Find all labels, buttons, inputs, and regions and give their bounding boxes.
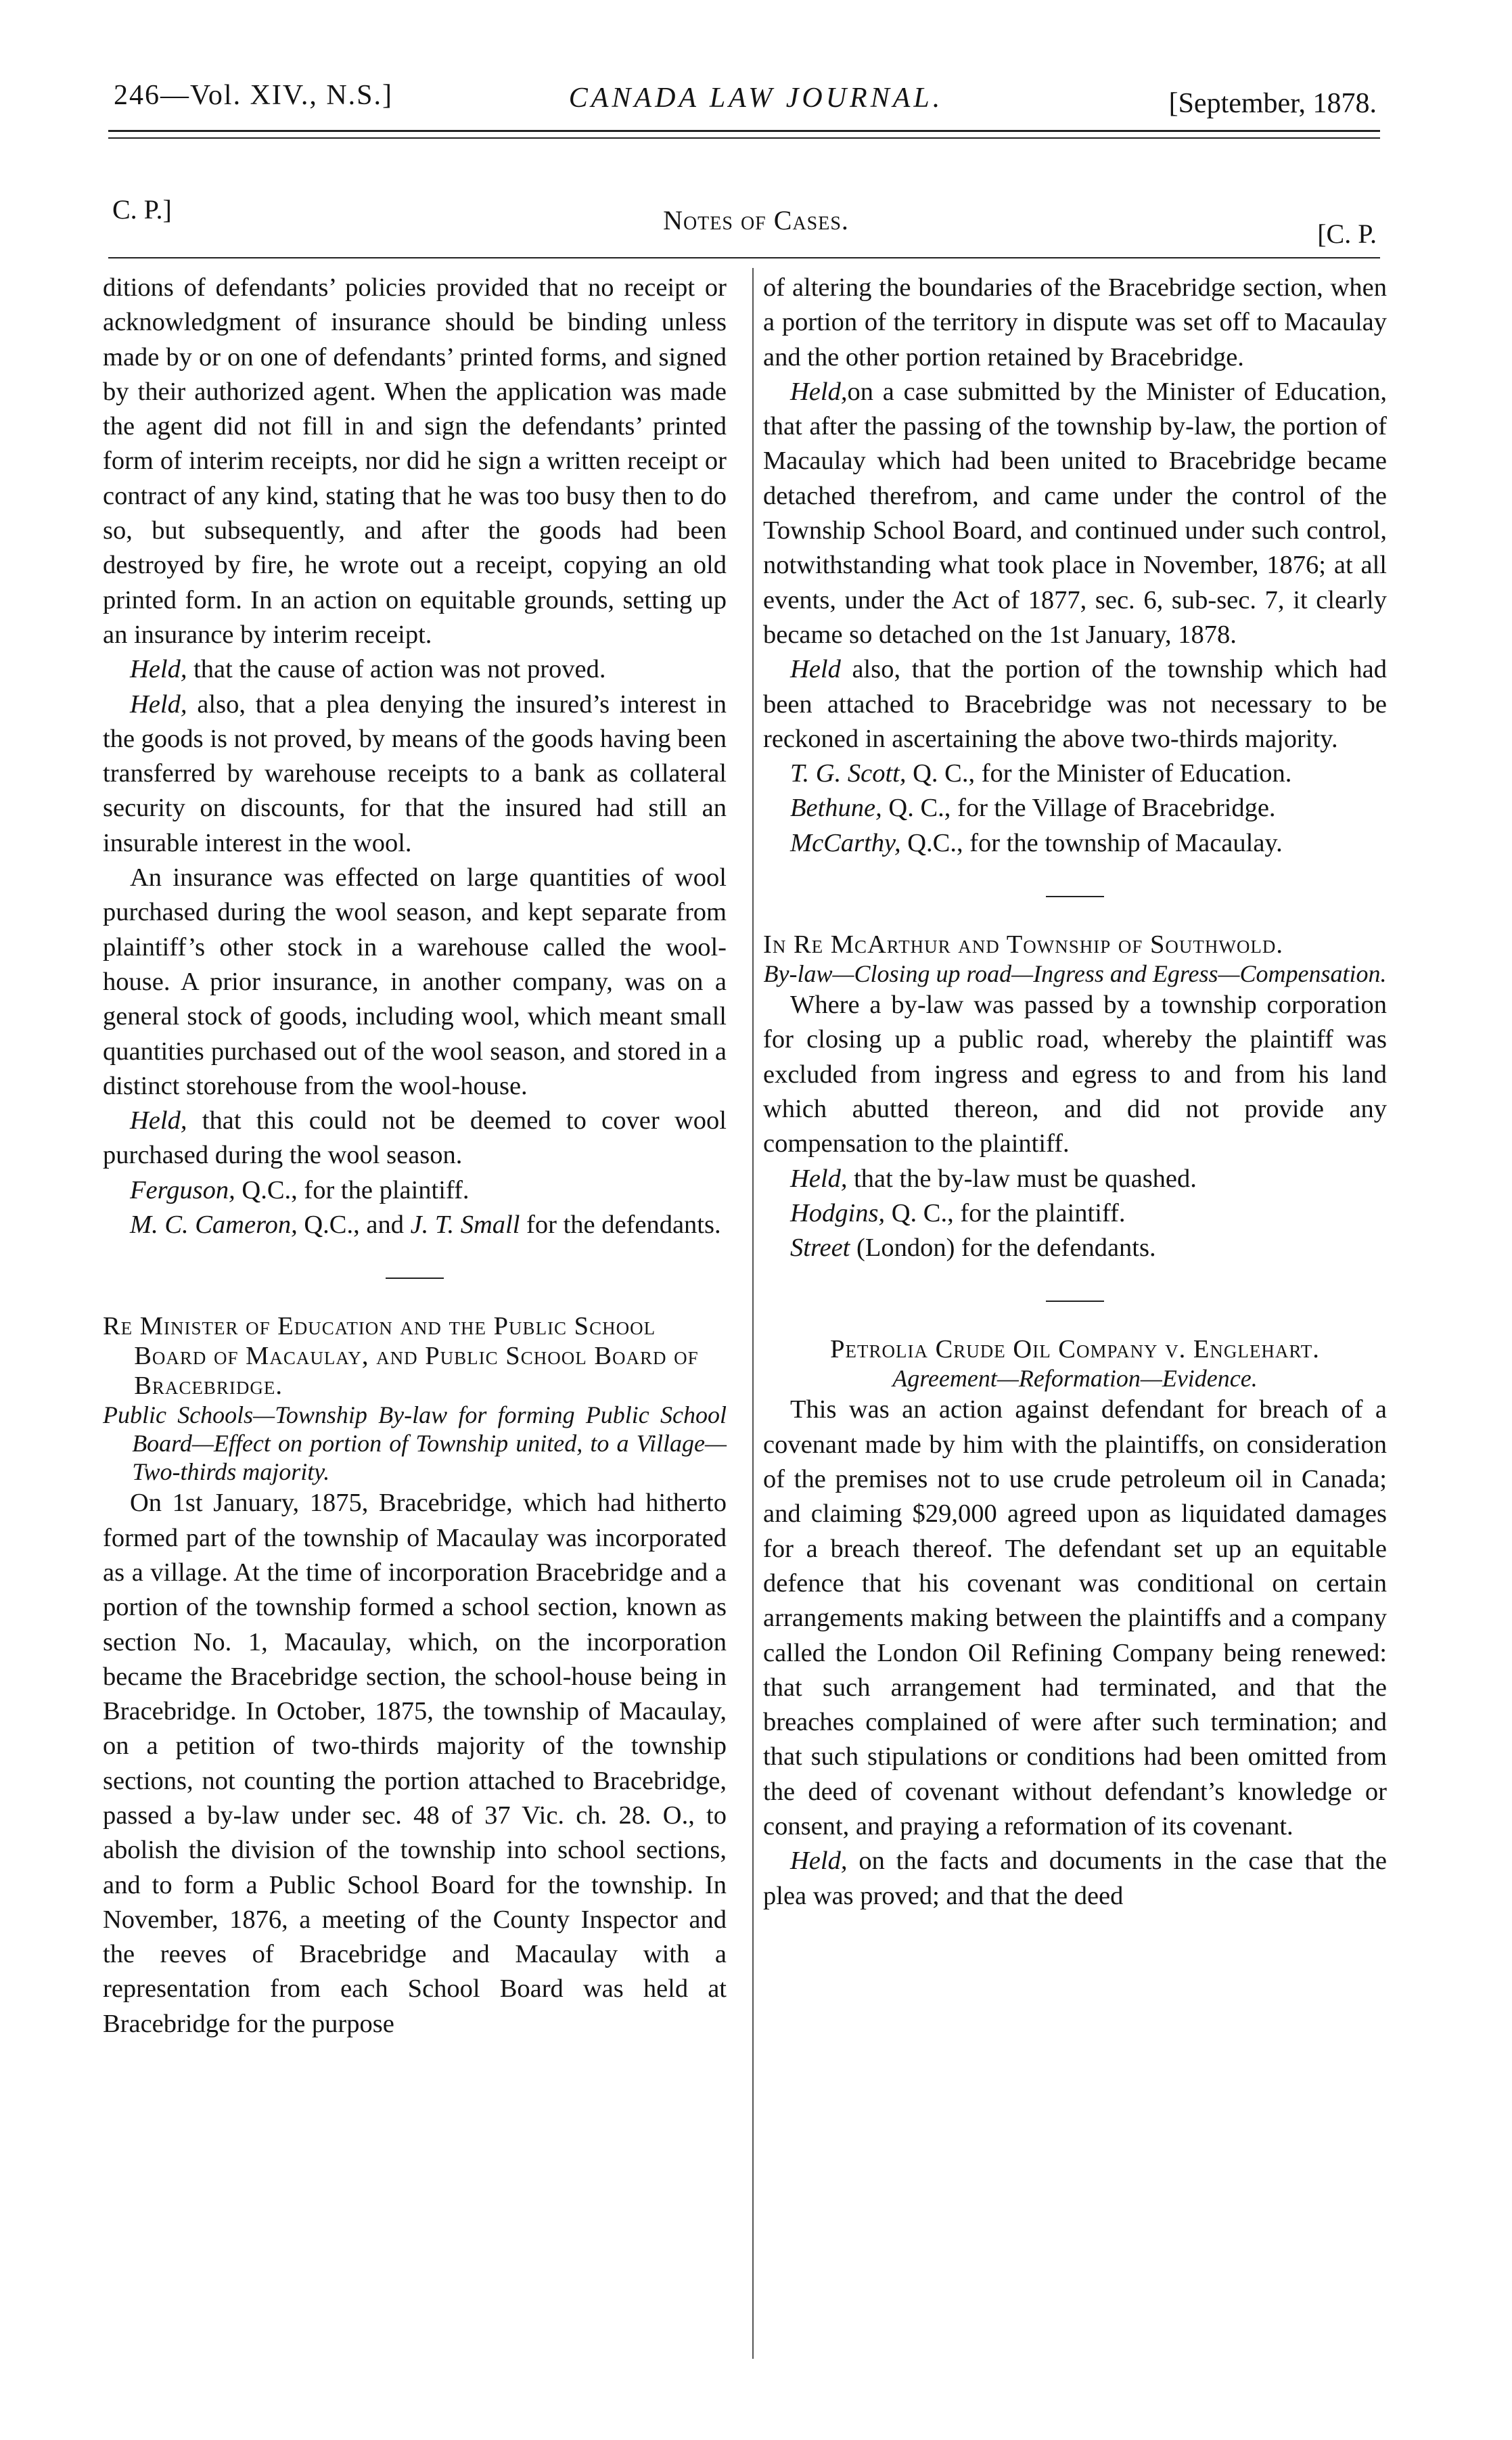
counsel-text: Q. C., for the plaintiff. [885,1198,1126,1227]
case-separator [1046,1301,1104,1302]
counsel-line [103,1208,727,1242]
held-label: Held, [790,1164,848,1193]
counsel-text: (London) for the defendants. [850,1234,1156,1263]
held-label: Held, [790,377,848,406]
counsel-name: Bethune, [790,794,882,823]
counsel-line [103,1173,727,1208]
paragraph: On 1st January, 1875, Bracebridge, which had hitherto formed part of the township of Macaulay was incorporated as a village. At the time of incorporation Bracebridge and a portion of the township formed a school section, known as section No. 1, Macaulay, which, on the incorporation became the Bracebridge section, the school-house being in Bracebridge. In October, 1875, the township of Macaulay, on a petition of two-thirds majority of the township sections, not counting the portion attached to Bracebridge, passed a by-law under sec. 48 of 37 Vic. ch. 28. O., to abolish the division of the township into school sections, and to form a Public School Board for the township. In November, 1876, a meeting of the County Inspector and the reeves of Bracebridge and Macaulay with a representation from each School Board was held at Bracebridge for the purpose [103,1489,727,2038]
held-text: on a case submitted by the Minister of Education, that after the passing of the township by-law, the portion of Macaulay which had been united to Bracebridge became detached therefrom, and came under the control of the Township School Board, and continued under such control, notwithstanding what took place in November, 1876; at all events, under the Act of 1877, sec. 6, sub-sec. 7, it clearly became so detached on the 1st January, 1878. [763,377,1387,649]
court-label-right: [C. P. [1317,219,1377,249]
held-label: Held [790,655,841,684]
counsel-name: McCarthy, [790,828,901,857]
counsel-line [763,1231,1387,1265]
held-text: that the cause of action was not proved. [187,655,606,684]
column-divider [752,268,754,2359]
held-text: that this could not be deemed to cover wool purchased during the wool season. [103,1106,727,1170]
case-title: Petrolia Crude Oil Company v. Englehart. [830,1335,1320,1364]
counsel-line [763,756,1387,791]
counsel-text: for the defendants. [520,1211,721,1240]
counsel-line [763,791,1387,826]
counsel-text: Q.C., for the plaintiff. [235,1175,469,1204]
held-paragraph [763,375,1387,652]
held-label: Held, [790,1847,848,1876]
section-rule [108,257,1380,258]
case-headnote: Public Schools—Township By-law for forming Public School Board—Effect on portion of Township united, to a Village—Two-thirds majority. [103,1401,727,1486]
held-paragraph [763,1162,1387,1196]
counsel-text: Q.C., for the township of Macaulay. [900,828,1283,857]
header-rule-top [108,130,1380,132]
held-paragraph [103,1104,727,1173]
case-title: In Re McArthur and Township of Southwold. [763,930,1284,959]
paragraph: An insurance was effected on large quantities of wool purchased during the wool season, and kept separate from plaintiff’s other stock in a warehouse called the wool-house. A prior insurance, in another company, was on a general stock of goods, including wool, which meant small quantities purchased out of the wool season, and stored in a distinct storehouse from the wool-house. [103,863,727,1100]
case-headnote: Agreement—Reformation—Evidence. [892,1365,1258,1393]
held-paragraph [763,1844,1387,1914]
held-label: Held, [130,655,187,684]
counsel-name: Street [790,1234,850,1263]
case-separator [1046,896,1104,897]
held-label: Held, [130,690,187,719]
held-label: Held, [130,1106,187,1135]
running-head-journal-title: CANADA LAW JOURNAL. [568,83,944,114]
held-paragraph [103,652,727,687]
counsel-name: T. G. Scott, [790,759,907,788]
counsel-line [763,1196,1387,1231]
case-headnote: By-law—Closing up road—Ingress and Egress—Compensation. [763,960,1387,988]
court-label-left: C. P.] [112,194,172,225]
held-text: also, that the portion of the township which had been attached to Bracebridge was not necessary to be reckoned in ascertaining the above two-thirds majority. [763,655,1387,753]
paragraph: Where a by-law was passed by a township corporation for closing up a public road, whereby the plaintiff was excluded from ingress and egress to and from his land which abutted thereon, and did not provide any compensation to the plaintiff. [763,991,1387,1158]
held-text: that the by-law must be quashed. [847,1164,1197,1193]
held-text: on the facts and documents in the case that the plea was proved; and that the deed [763,1847,1387,1910]
paragraph: of altering the boundaries of the Bracebridge section, when a portion of the territory in dispute was set off to Macaulay and the other portion retained by Bracebridge. [763,273,1387,371]
header-rule-bottom [108,137,1380,139]
counsel-name: J. T. Small [410,1211,520,1240]
case-title: Re Minister of Education and the Public School Board of Macaulay, and Public School Board of Bracebridge. [103,1312,699,1401]
counsel-name: M. C. Cameron, [130,1211,298,1240]
right-column [763,271,1387,1914]
held-text: also, that a plea denying the insured’s interest in the goods is not proved, by means of the goods having been transferred by warehouse receipts to a bank as collateral security on discounts, for that the insured had still an insurable interest in the wool. [103,690,727,857]
counsel-text: Q. C., for the Minister of Education. [906,759,1292,788]
case-separator [386,1278,444,1279]
counsel-text: Q.C., and [297,1211,411,1240]
counsel-text: Q. C., for the Village of Bracebridge. [881,794,1276,823]
counsel-name: Hodgins, [790,1198,886,1227]
held-paragraph [103,687,727,861]
paragraph: This was an action against defendant for breach of a covenant made by him with the plaintiffs, on consideration of the premises not to use crude petroleum oil in Canada; and claiming $29,000 agreed upon as liquidated damages for a breach thereof. The defendant set up an equitable defence that his covenant was conditional on certain arrangements making between the plaintiffs and a company called the London Oil Refining Company being renewed: that such arrangement had terminated, and that the breaches complained of were after such termination; and that such stipulations or conditions had been omitted from the deed of covenant without defendant’s knowledge or consent, and praying a reformation of its covenant. [763,1395,1387,1840]
counsel-line [763,826,1387,861]
running-head-volume: 246—Vol. XIV., N.S.] [114,80,393,111]
section-title: Notes of Cases. [663,205,849,235]
paragraph: ditions of defendants’ policies provided that no receipt or acknowledgment of insurance should be binding unless made by or on one of defendants’ printed forms, and signed by their authorized agent. When the application was made the agent did not fill in and sign the defendants’ printed form of interim receipts, nor did he sign a written receipt or contract of any kind, stating that he was too busy then to do so, but subsequently, and after the goods had been destroyed by fire, he wrote out a receipt, copying an old printed form. In an action on equitable grounds, setting up an insurance by interim receipt. [103,273,727,649]
left-column [103,271,727,2041]
held-paragraph [763,652,1387,756]
counsel-name: Ferguson, [130,1175,235,1204]
running-head-date: [September, 1878. [1168,88,1377,119]
